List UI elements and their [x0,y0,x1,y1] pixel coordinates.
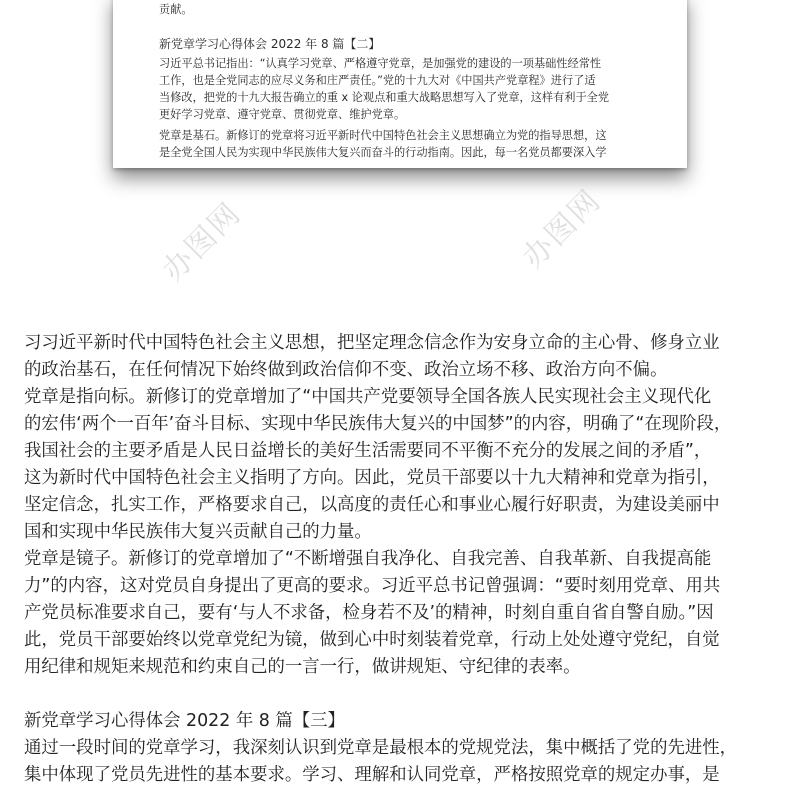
watermark-text: 办图网 [515,182,609,276]
body-line: 国和实现中华民族伟大复兴贡献自己的力量。 [24,522,372,542]
section-heading: 新党章学习心得体会 2022 年 8 篇【三】 [24,711,345,731]
body-line: 党章是指向标。新修订的党章增加了“中国共产党要领导全国各族人民实现社会主义现代化 [24,387,712,407]
card-line: 当修改，把党的十九大报告确立的重 x 论观点和重大战略思想写入了党章，这样有利于全党 [159,91,610,104]
body-line: 习习近平新时代中国特色社会主义思想，把坚定理念信念作为安身立命的主心骨、修身立业 [24,333,720,353]
body-line: 坚定信念，扎实工作，严格要求自己，以高度的责任心和事业心履行好职责，为建设美丽中 [24,495,720,515]
card-line: 习近平总书记指出：“认真学习党章、严格遵守党章，是加强党的建设的一项基础性经常性 [159,57,602,70]
watermark-text: 办图网 [155,195,249,289]
card-line: 更好学习党章、遵守党章、贯彻党章、维护党章。 [159,108,406,121]
card-line: 是全党全国人民为实现中华民族伟大复兴而奋斗的行动指南。因此，每一名党员都要深入学 [159,146,607,159]
body-line: 用纪律和规矩来规范和约束自己的一言一行，做讲规矩、守纪律的表率。 [24,657,581,677]
body-line: 此，党员干部要始终以党章党纪为镜，做到心中时刻装着党章，行动上处处遵守党纪，自觉 [24,630,720,650]
body-line: 的政治基石，在任何情况下始终做到政治信仰不变、政治立场不移、政治方向不偏。 [24,360,668,380]
card-line: 党章是基石。新修订的党章将习近平新时代中国特色社会主义思想确立为党的指导思想，这 [159,129,607,142]
card-line: 贡献。 [159,3,193,16]
body-line: 这为新时代中国特色社会主义指明了方向。因此，党员干部要以十九大精神和党章为指引， [24,468,720,488]
body-line: 党章是镜子。新修订的党章增加了“不断增强自我净化、自我完善、自我革新、自我提高能 [24,549,712,569]
card-section-heading: 新党章学习心得体会 2022 年 8 篇【二】 [159,37,381,51]
body-line: 的宏伟‘两个一百年’奋斗目标、实现中华民族伟大复兴的中国梦”的内容，明确了“在现阶段， [24,414,732,434]
body-line: 集中体现了党员先进性的基本要求。学习、理解和认同党章，严格按照党章的规定办事，是 [24,765,720,785]
body-line: 产党员标准要求自己，要有‘与人不求备，检身若不及’的精神，时刻自重自省自警自励。”因 [24,603,714,623]
body-line: 力”的内容，这对党员自身提出了更高的要求。习近平总书记曾强调：“要时刻用党章、用共 [24,576,721,596]
body-line: 通过一段时间的党章学习，我深刻认识到党章是最根本的党规党法，集中概括了党的先进性， [24,738,738,758]
document-preview-card [113,0,687,168]
body-line: 我国社会的主要矛盾是人民日益增长的美好生活需要同不平衡不充分的发展之间的矛盾”， [24,441,712,461]
card-line: 工作，也是全党同志的应尽义务和庄严责任。”党的十九大对《中国共产党章程》进行了适 [159,74,596,87]
